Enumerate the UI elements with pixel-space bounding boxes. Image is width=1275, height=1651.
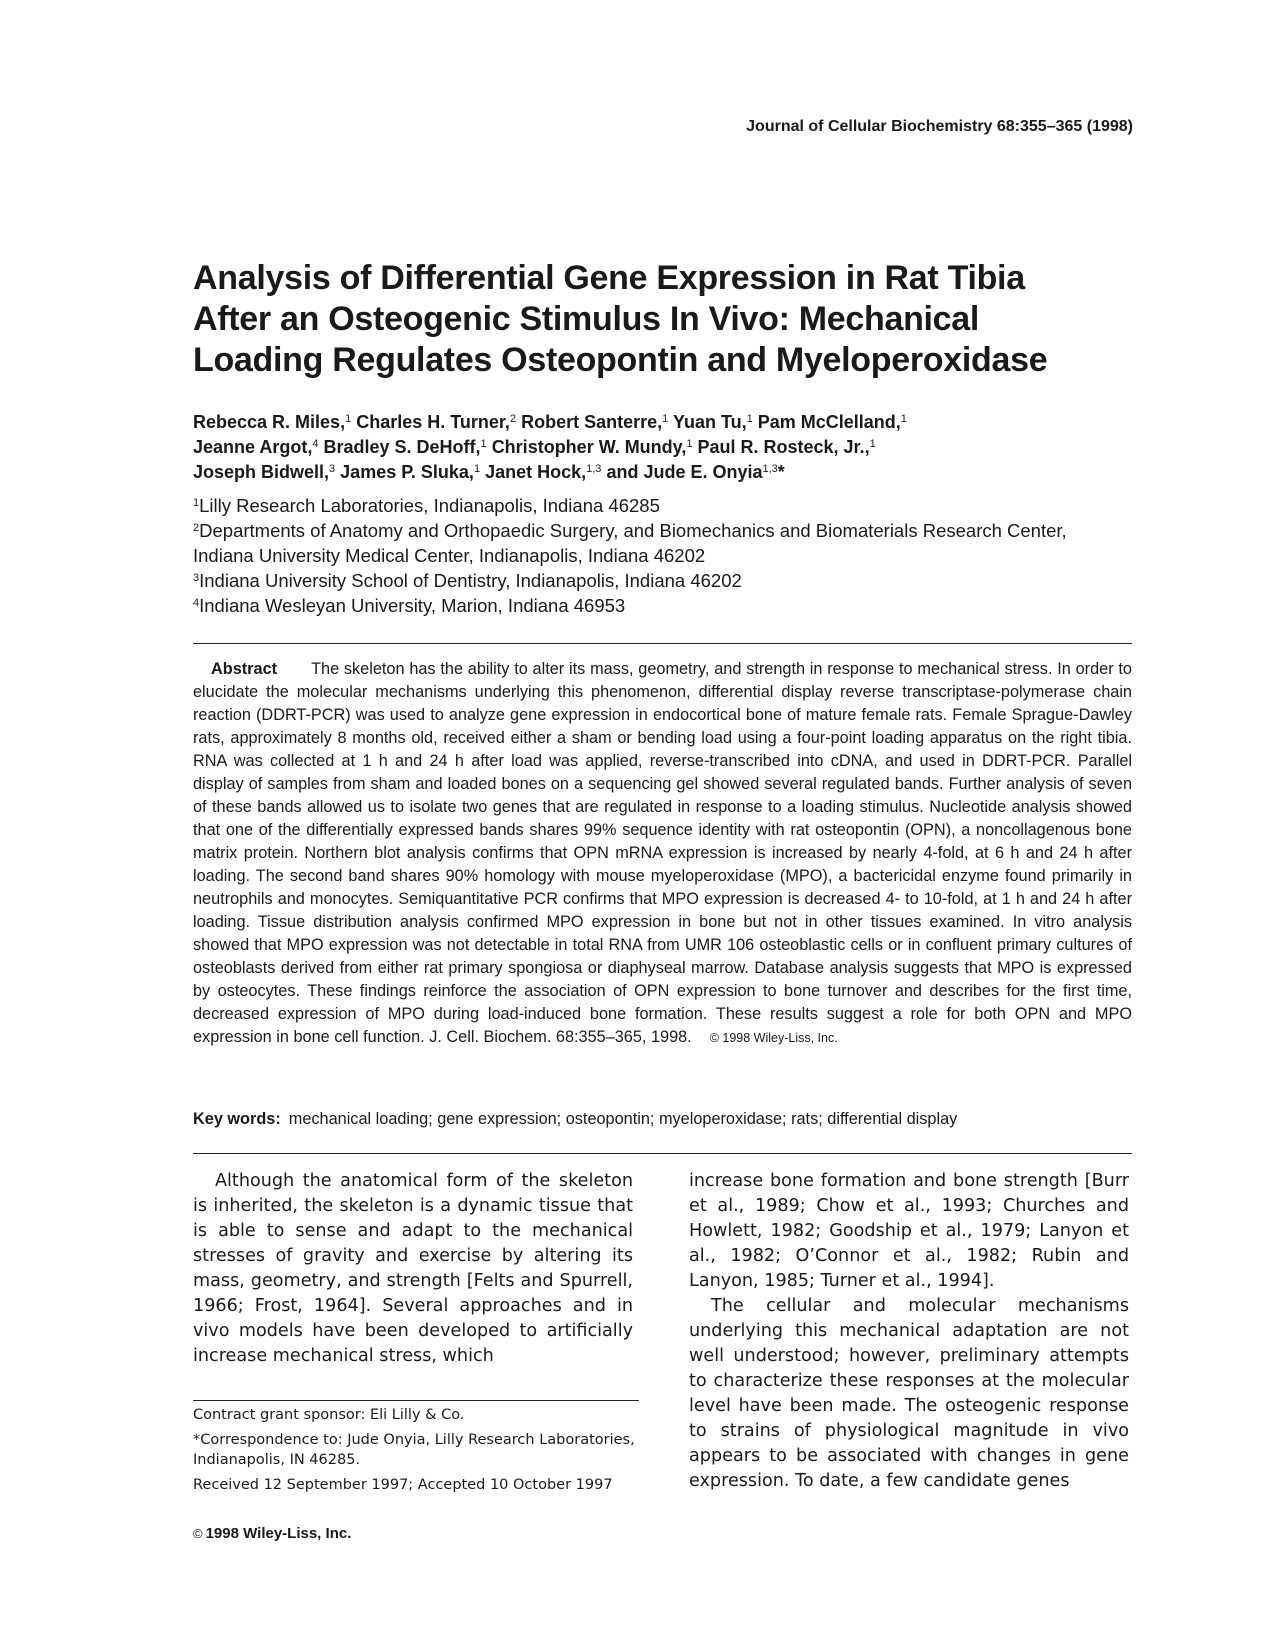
author-line: [193, 435, 1153, 460]
author-affil-sup: 2: [509, 413, 517, 425]
body-paragraph: Although the anatomical form of the skeleton is inherited, the skeleton is a dynamic tissue that is able to sense and adapt to the mechanical stresses of gravity and exercise by altering its mass, geometry, and strength [Felts and Spurrell, 1966; Frost, 1964]. Several approaches and in vivo models have been developed to artificially increase mechanical stress, which: [193, 1171, 633, 1366]
author-affil-sup: 1: [869, 438, 876, 450]
author-affil-sup: 1: [473, 463, 481, 475]
keywords: [193, 1110, 1132, 1129]
author-name: Yuan Tu,: [672, 412, 747, 432]
affiliation-text: Indiana University Medical Center, Indianapolis, Indiana 46202: [193, 545, 706, 566]
author-name: and Jude E. Onyia: [606, 462, 763, 482]
footnote-divider: [193, 1400, 639, 1401]
body-column-left: [193, 1169, 633, 1369]
abstract: [193, 658, 1132, 1050]
author-line: [193, 460, 1153, 485]
author-affil-sup: 1: [662, 413, 669, 425]
author-name: Paul R. Rosteck, Jr.,: [697, 437, 870, 457]
footnote: Received 12 September 1997; Accepted 10 October 1997: [193, 1477, 613, 1493]
footnotes: [193, 1405, 639, 1500]
author-name: Bradley S. DeHoff,: [323, 437, 481, 457]
affiliation: [193, 543, 1153, 568]
author-list: [193, 410, 1153, 485]
affiliation-text: Lilly Research Laboratories, Indianapolis, Indiana 46285: [199, 495, 660, 516]
author-affil-sup: 4: [312, 438, 319, 450]
abstract-text: The skeleton has the ability to alter its mass, geometry, and strength in response to mechanical stress. In order to elucidate the molecular mechanisms underlying this phenomenon, differential display reverse transcriptase-polymerase chain reaction (DDRT-PCR) was used to analyze gene expression in endocortical bone of mature female rats. Female Sprague-Dawley rats, approximately 8 months old, received either a sham or bending load using a four-point loading apparatus on the right tibia. RNA was collected at 1 h and 24 h after load was applied, reverse-transcribed into cDNA, and used in DDRT-PCR. Parallel display of samples from sham and loaded bones on a sequencing gel showed several regulated bands. Further analysis of seven of these bands allowed us to isolate two genes that are regulated in response to a loading stimulus. Nucleotide analysis showed that one of the differentially expressed bands shares 99% sequence identity with rat osteopontin (OPN), a noncollagenous bone matrix protein. Northern blot analysis confirms that OPN mRNA expression is increased by nearly 4-fold, at 6 h and 24 h after loading. The second band shares 90% homology with mouse myeloperoxidase (MPO), a bactericidal enzyme found primarily in neutrophils and monocytes. Semiquantitative PCR confirms that MPO expression is decreased 4- to 10-fold, at 1 h and 24 h after loading. Tissue distribution analysis confirmed MPO expression in bone but not in other tissues examined. In vitro analysis showed that MPO expression was not detectable in total RNA from UMR 106 osteoblastic cells or in confluent primary cultures of osteoblasts derived from either rat primary spongiosa or diaphyseal marrow. Database analysis suggests that MPO is expressed by osteocytes. These findings reinforce the association of OPN expression to bone turnover and describes for the first time, decreased expression of MPO during load-induced bone formation. These results suggest a role for both OPN and MPO expression in bone cell function. J. Cell. Biochem. 68:355–365, 1998.: [193, 660, 1132, 1046]
author-name: James P. Sluka,: [340, 462, 474, 482]
copyright-symbol: ©: [193, 1526, 203, 1541]
publisher-copyright: [193, 1525, 351, 1542]
journal-citation: Journal of Cellular Biochemistry 68:355–365 (1998): [746, 118, 1133, 135]
author-affil-sup: 1,3: [762, 463, 778, 475]
footnote: Contract grant sponsor: Eli Lilly & Co.: [193, 1407, 465, 1423]
article-title: [193, 258, 1153, 381]
affiliation-number: 3: [193, 572, 200, 584]
body-paragraph: increase bone formation and bone strength [Burr et al., 1989; Chow et al., 1993; Churches and Howlett, 1982; Goodship et al., 1979; Lanyon et al., 1982; O’Connor et al., 1982; Rubin and Lanyon, 1985; Turner et al., 1994].: [689, 1171, 1129, 1291]
author-affil-sup: 1: [900, 413, 907, 425]
affiliation-number: 2: [193, 522, 200, 534]
affiliation: [193, 568, 1153, 593]
author-line: [193, 410, 1153, 435]
author-affil-sup: 1,3: [586, 463, 602, 475]
author-affil-sup: 1: [480, 438, 487, 450]
keywords-label: Key words:: [193, 1110, 281, 1128]
author-affil-sup: 3: [329, 463, 336, 475]
author-name: Christopher W. Mundy,: [491, 437, 687, 457]
affiliation-text: Indiana Wesleyan University, Marion, Indiana 46953: [199, 595, 626, 616]
author-affil-sup: 1: [686, 438, 693, 450]
copyright-text: 1998 Wiley-Liss, Inc.: [205, 1525, 352, 1542]
footnote: *Correspondence to: Jude Onyia, Lilly Research Laboratories, Indianapolis, IN 46285.: [193, 1432, 635, 1468]
affiliation-number: 1: [193, 497, 200, 509]
author-affil-sup: 1: [345, 413, 352, 425]
affiliation: [193, 593, 1153, 618]
title-line: Loading Regulates Osteopontin and Myeloperoxidase: [193, 341, 1048, 379]
author-name: Robert Santerre,: [521, 412, 663, 432]
title-line: Analysis of Differential Gene Expression in Rat Tibia: [193, 259, 1025, 297]
affiliation: [193, 518, 1153, 543]
author-name: Charles H. Turner,: [356, 412, 510, 432]
body-paragraph: The cellular and molecular mechanisms underlying this mechanical adaptation are not well understood; however, preliminary attempts to characterize these responses at the molecular level have been made. The osteogenic response to strains of physiological magnitude in vivo appears to be associated with changes in gene expression. To date, a few candidate genes: [689, 1296, 1129, 1491]
author-name: Rebecca R. Miles,: [193, 412, 346, 432]
author-affil-sup: 1: [746, 413, 753, 425]
body-column-right: [689, 1169, 1129, 1494]
abstract-label: Abstract: [211, 660, 278, 678]
author-name: Pam McClelland,: [757, 412, 901, 432]
affiliation-text: Indiana University School of Dentistry, Indianapolis, Indiana 46202: [199, 570, 742, 591]
affiliation: [193, 493, 1153, 518]
divider: [193, 1153, 1132, 1154]
affiliation-text: Departments of Anatomy and Orthopaedic Surgery, and Biomechanics and Biomaterials Research Center,: [199, 520, 1067, 541]
divider: [193, 643, 1132, 644]
keywords-text: mechanical loading; gene expression; osteopontin; myeloperoxidase; rats; differential display: [288, 1110, 958, 1128]
author-name: Jeanne Argot,: [193, 437, 313, 457]
abstract-copyright: © 1998 Wiley-Liss, Inc.: [709, 1031, 838, 1045]
affiliation-number: 4: [193, 597, 200, 609]
title-line: After an Osteogenic Stimulus In Vivo: Mechanical: [193, 300, 980, 338]
author-name: Joseph Bidwell,: [193, 462, 330, 482]
affiliation-list: [193, 493, 1153, 618]
author-name: Janet Hock,: [485, 462, 587, 482]
corresponding-author-mark: *: [777, 462, 785, 482]
